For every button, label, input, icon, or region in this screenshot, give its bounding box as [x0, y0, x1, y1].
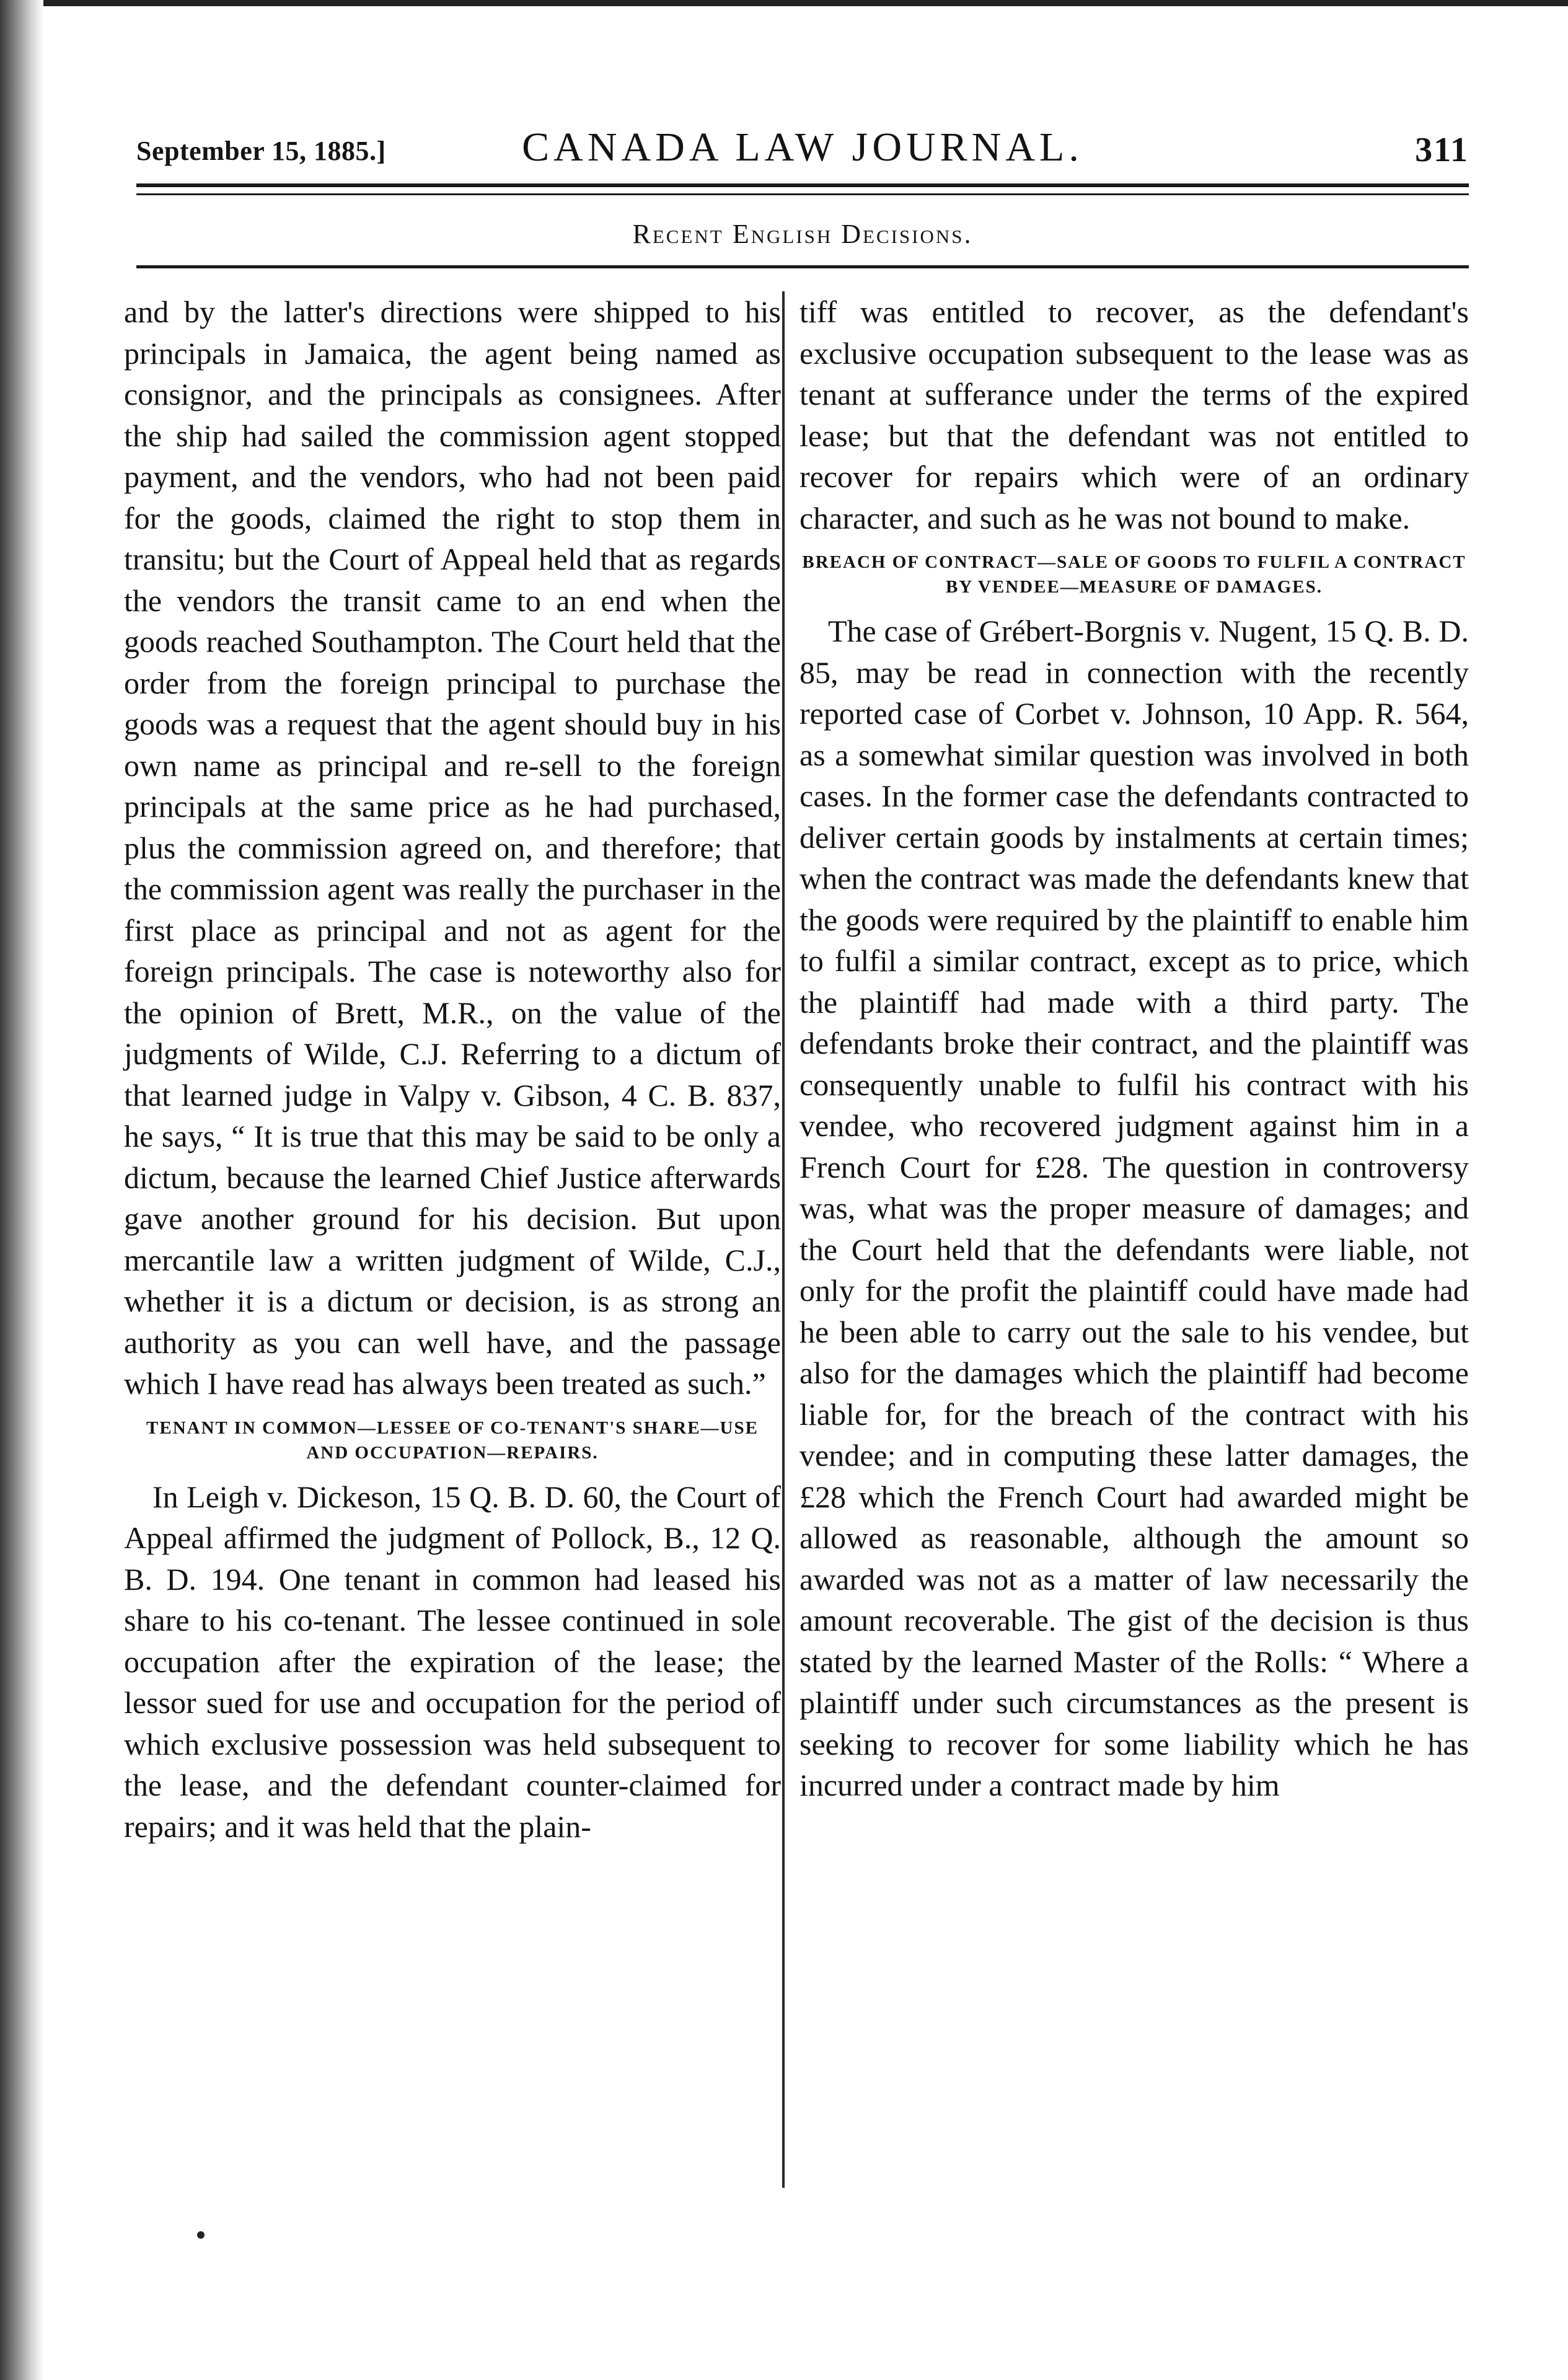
binding-gutter-shadow: [0, 0, 43, 2380]
right-paragraph-grebert: The case of Grébert-Borgnis v. Nugent, 15 Q. B. D. 85, may be read in connection with the recently reported case of Corbet v. Johnson, 10 App. R. 564, as a somewhat similar question was involved in both cases. In the former case the defendants contracted to deliver certain goods by instalments at certain times; when the contract was made the defendants knew that the goods were required by the plaintiff to enable him to fulfil a similar contract, except as to price, which the plaintiff had made with a third party. The defendants broke their contract, and the plaintiff was consequently unable to fulfil his contract with his vendee, who recovered judgment against him in a French Court for £28. The question in controversy was, what was the proper measure of damages; and the Court held that the defendants were liable, not only for the profit the plaintiff could have made had he been able to carry out the sale to his vendee, but also for the damages which the plaintiff had become liable for, for the breach of the contract with his vendee; and in computing these latter damages, the £28 which the French Court had awarded might be allowed as reasonable, although the amount so awarded was not as a matter of law necessarily the amount recoverable. The gist of the decision is thus stated by the learned Master of the Rolls: “ Where a plaintiff under such circumstances as the present is seeking to recover for some liability which he has incurred under a contract made by him: [799, 614, 1469, 1802]
column-divider: [782, 291, 785, 2188]
header-rule-thick: [136, 183, 1469, 187]
section-title: Recent English Decisions.: [632, 219, 973, 249]
left-case-subhead: TENANT IN COMMON—LESSEE OF CO-TENANT'S SHARE—USE AND OCCUPATION—REPAIRS.: [146, 1417, 759, 1463]
page-number: 311: [1415, 131, 1469, 169]
scan-top-edge: [0, 0, 1568, 6]
right-paragraph-continued: tiff was entitled to recover, as the defendant's exclusive occupation subsequent to the lease was as tenant at sufferance under the terms of the expired lease; but that the defendant was not entitled to recover for repairs which were of an ordinary character, and such as he was not bound to make.: [799, 294, 1469, 536]
right-column: [799, 291, 1469, 1806]
ink-speck: [197, 2231, 205, 2239]
issue-date: September 15, 1885.]: [136, 136, 386, 166]
right-case-subhead: BREACH OF CONTRACT—SALE OF GOODS TO FULFIL A CONTRACT BY VENDEE—MEASURE OF DAMAGES.: [802, 552, 1466, 597]
left-paragraph-continued: and by the latter's directions were shipped to his principals in Jamaica, the agent being named as consignor, and the principals as consignees. After the ship had sailed the commission agent stopped payment, and the vendors, who had not been paid for the goods, claimed the right to stop them in transitu; but the Court of Appeal held that as regards the vendors the transit came to an end when the goods reached Southampton. The Court held that the order from the foreign principal to purchase the goods was a request that the agent should buy in his own name as principal and re-sell to the foreign principals at the same price as he had purchased, plus the commission agreed on, and therefore; that the commission agent was really the purchaser in the first place as principal and not as agent for the foreign principals. The case is noteworthy also for the opinion of Brett, M.R., on the value of the judgments of Wilde, C.J. Referring to a dictum of that learned judge in Valpy v. Gibson, 4 C. B. 837, he says, “ It is true that this may be said to be only a dictum, because the learned Chief Justice afterwards gave another ground for his decision. But upon mercantile law a written judgment of Wilde, C.J., whether it is a dictum or decision, is as strong an authority as you can well have, and the passage which I have read has always been treated as such.”: [124, 294, 781, 1401]
section-rule: [136, 265, 1469, 268]
journal-title: CANADA LAW JOURNAL.: [522, 125, 1083, 170]
header-rule-thin: [136, 193, 1469, 195]
left-column: [124, 291, 781, 1847]
left-paragraph-leigh: In Leigh v. Dickeson, 15 Q. B. D. 60, the Court of Appeal affirmed the judgment of Pollock, B., 12 Q. B. D. 194. One tenant in common had leased his share to his co-tenant. The lessee continued in sole occupation after the expiration of the lease; the lessor sued for use and occupation for the period of which exclusive possession was held subsequent to the lease, and the defendant counter-claimed for repairs; and it was held that the plain-: [124, 1479, 781, 1844]
running-header: [136, 124, 1469, 174]
